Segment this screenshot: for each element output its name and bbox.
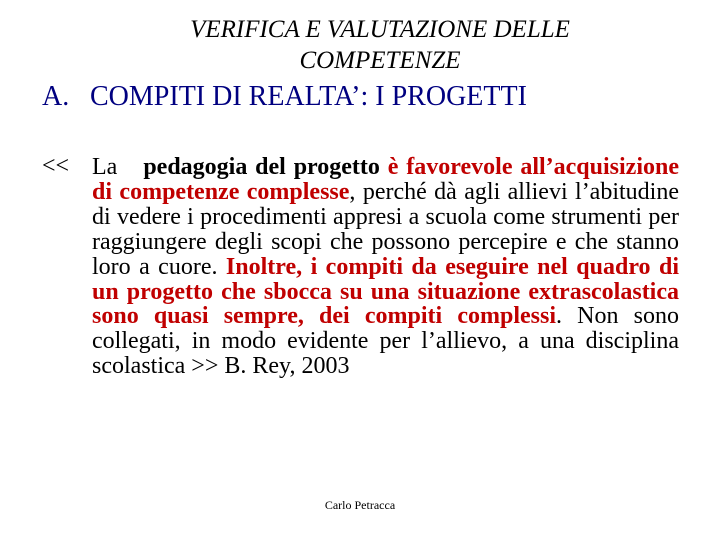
- subtitle-text: COMPITI DI REALTA’: I PROGETTI: [90, 81, 527, 112]
- heading-line-2: COMPETENZE: [299, 47, 461, 74]
- quote-red-segment-2: Inoltre, i compiti da eseguire nel quadro di un progetto che sbocca su una situazione extrascolastica sono quasi sempre, dei compiti complessi: [92, 253, 680, 330]
- footer-author: Carlo Petracca: [324, 498, 396, 512]
- quote-lead: La: [92, 154, 118, 180]
- quote-bold-segment: pedagogia del progetto: [143, 154, 380, 180]
- quote-plain-segment-2: . Non sono collegati, in modo evidente per l’allievo, a una disciplina scolastica >> B. Rey, 2003: [92, 303, 679, 380]
- subtitle-letter: A.: [42, 81, 70, 112]
- quote-red-segment-1: è favorevole all’acquisizione di competenze complesse: [92, 154, 680, 205]
- slide-heading: [100, 14, 660, 76]
- quote-body: [92, 155, 679, 379]
- heading-line-1: VERIFICA E VALUTAZIONE DELLE: [190, 16, 570, 43]
- quote-open-mark: <<: [42, 153, 70, 179]
- quote-plain-segment-1: , perché dà agli allievi l’abitudine di vedere i procedimenti appresi a scuola come strumenti per raggiungere degli scopi che possono percepire e che stanno loro a cuore.: [92, 178, 679, 280]
- slide-subtitle: [42, 80, 527, 114]
